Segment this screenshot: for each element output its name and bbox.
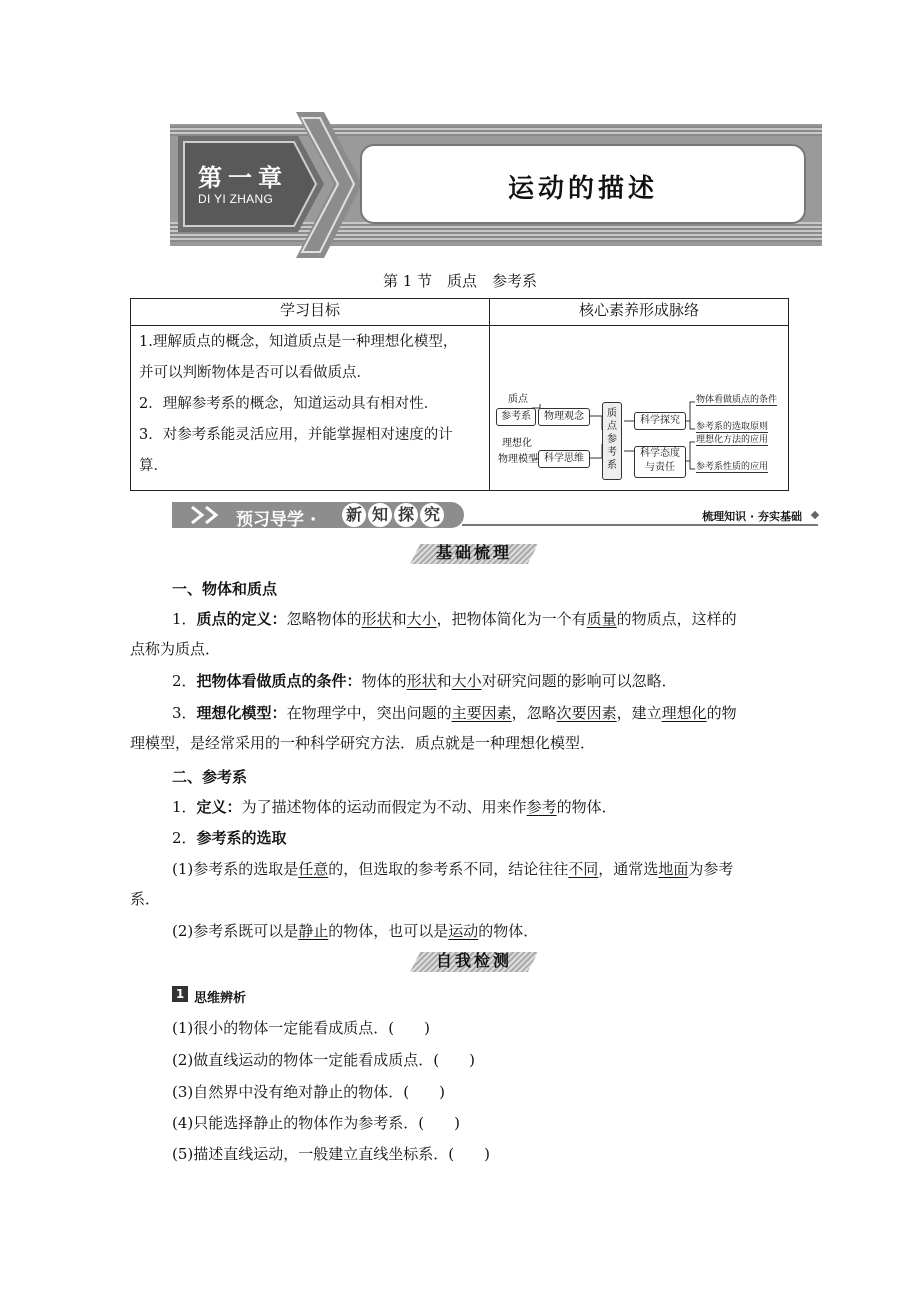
paragraph (172, 827, 287, 848)
text: ，通常选 (598, 860, 659, 878)
preview-label: 预习导学 · (236, 510, 317, 530)
text: 的物体． (556, 798, 617, 816)
mindmap-label: 物理模型 (498, 454, 538, 465)
text: 对研究问题的影响可以忽略． (481, 672, 677, 690)
check-item: (2)做直线运动的物体一定能看成质点．( ) (172, 1051, 475, 1069)
mindmap-cell (490, 326, 789, 491)
number-badge-icon: 1 (172, 986, 188, 1002)
preview-char: 知 (368, 503, 392, 527)
text: (2)参考系既可以是 (172, 922, 299, 940)
text: 3． (172, 704, 197, 722)
text: 在物理学中，突出问题的 (286, 704, 452, 722)
check-item: (4)只能选择静止的物体作为参考系．( ) (172, 1114, 460, 1132)
goals-table (130, 298, 789, 491)
preview-caption: 梳理知识 · 夯实基础 (702, 510, 802, 523)
text: ，忽略 (511, 704, 557, 722)
text: (1)参考系的选取是 (172, 860, 299, 878)
paragraph-continued: 点称为质点． (130, 640, 221, 658)
mindmap-node: 参考系 (496, 408, 536, 426)
paragraph (172, 796, 617, 817)
text: 1． (172, 610, 197, 628)
sub-banner-basics (410, 540, 538, 566)
preview-divider (462, 524, 818, 526)
mindmap-node-line: 与责任 (645, 462, 675, 473)
paragraph (172, 608, 737, 629)
section-title: 第 1 节 质点 参考系 (382, 272, 538, 290)
mindmap-label: 理想化 (502, 438, 532, 449)
text: 的，但选取的参考系不同，结论往往 (328, 860, 569, 878)
text: 2． (172, 672, 197, 690)
text: 为参考 (688, 860, 734, 878)
goal-line: 3．对参考系能灵活应用，并能掌握相对速度的计 (139, 427, 453, 443)
mindmap-node: 物理观念 (538, 408, 590, 426)
paragraph (172, 702, 737, 723)
mindmap-leaf: 物体看做质点的条件 (696, 392, 777, 406)
goal-line: 算． (139, 458, 168, 474)
mindmap-center: 质点参考系 (602, 402, 622, 480)
text: 和 (391, 610, 407, 628)
term: 理想化模型： (196, 704, 287, 722)
paragraph (172, 920, 538, 941)
chapter-banner (170, 112, 822, 258)
fill-answer: 主要因素 (451, 704, 512, 722)
fill-answer: 静止 (298, 922, 329, 940)
goals-header: 学习目标 (131, 299, 490, 326)
text: 和 (436, 672, 452, 690)
text: ，建立 (616, 704, 662, 722)
mindmap-leaf: 参考系性质的应用 (696, 459, 768, 473)
paragraph-continued: 理模型，是经常采用的一种科学研究方法．质点就是一种理想化模型． (130, 734, 596, 752)
check-item: (3)自然界中没有绝对静止的物体．( ) (172, 1083, 445, 1101)
mindmap (490, 326, 788, 490)
text: ，把物体简化为一个有 (436, 610, 587, 628)
mindmap-leaf: 理想化方法的应用 (696, 432, 768, 446)
goal-line: 2．理解参考系的概念，知道运动具有相对性． (139, 396, 439, 412)
term: 参考系的选取 (196, 829, 287, 847)
term: 定义： (196, 798, 242, 816)
term: 质点的定义： (196, 610, 287, 628)
mindmap-node: 科学探究 (634, 412, 686, 430)
text: 的物质点，这样的 (616, 610, 737, 628)
double-chevron-icon (190, 505, 226, 525)
sub-banner-title: 自我检测 (435, 951, 512, 970)
check-label: 思维辨析 (194, 991, 247, 1006)
mindmap-label: 质点 (508, 394, 528, 405)
text: 2． (172, 829, 197, 847)
fill-answer: 参考 (526, 798, 557, 816)
heading: 一、物体和质点 (172, 580, 278, 598)
text: 1． (172, 798, 197, 816)
fill-answer: 大小 (451, 672, 482, 690)
chapter-pinyin: DI YI ZHANG (198, 192, 274, 206)
chapter-title-box (360, 144, 806, 224)
goal-line: 并可以判断物体是否可以看做质点． (139, 365, 371, 381)
mindmap-node (634, 446, 686, 478)
preview-char: 探 (394, 503, 418, 527)
chapter-title: 运动的描述 (507, 174, 658, 204)
check-item: (1)很小的物体一定能看成质点．( ) (172, 1019, 430, 1037)
fill-answer: 任意 (298, 860, 329, 878)
text: 为了描述物体的运动而假定为不动、用来作 (241, 798, 527, 816)
heading: 二、参考系 (172, 768, 248, 786)
preview-bar (172, 502, 818, 528)
goals-cell (131, 326, 490, 491)
mindmap-leaf: 参考系的选取原则 (696, 419, 768, 433)
fill-answer: 形状 (361, 610, 392, 628)
mindmap-node-line: 科学态度 (640, 448, 680, 459)
fill-answer: 大小 (406, 610, 437, 628)
fill-answer: 不同 (568, 860, 599, 878)
text: 的物体，也可以是 (328, 922, 449, 940)
term: 把物体看做质点的条件： (196, 672, 362, 690)
sub-banner-self-check (410, 948, 538, 974)
fill-answer: 质量 (586, 610, 617, 628)
fill-answer: 理想化 (661, 704, 707, 722)
mindmap-header: 核心素养形成脉络 (490, 299, 789, 326)
preview-char: 究 (420, 503, 444, 527)
paragraph (172, 858, 733, 879)
fill-answer: 运动 (448, 922, 479, 940)
mindmap-node: 科学思维 (538, 450, 590, 468)
text: 物体的 (361, 672, 407, 690)
preview-char: 新 (342, 503, 366, 527)
check-item: (5)描述直线运动，一般建立直线坐标系．( ) (172, 1145, 490, 1163)
goal-line: 1.理解质点的概念，知道质点是一种理想化模型， (139, 334, 458, 350)
diamond-icon (811, 511, 819, 519)
fill-answer: 地面 (658, 860, 689, 878)
text: 忽略物体的 (286, 610, 362, 628)
paragraph (172, 670, 677, 691)
paragraph-continued: 系． (130, 890, 161, 908)
sub-banner-title: 基础梳理 (435, 543, 512, 562)
fill-answer: 形状 (406, 672, 437, 690)
fill-answer: 次要因素 (556, 704, 617, 722)
text: 的物 (706, 704, 737, 722)
text: 的物体． (478, 922, 539, 940)
chapter-number: 第一章 (198, 164, 288, 192)
